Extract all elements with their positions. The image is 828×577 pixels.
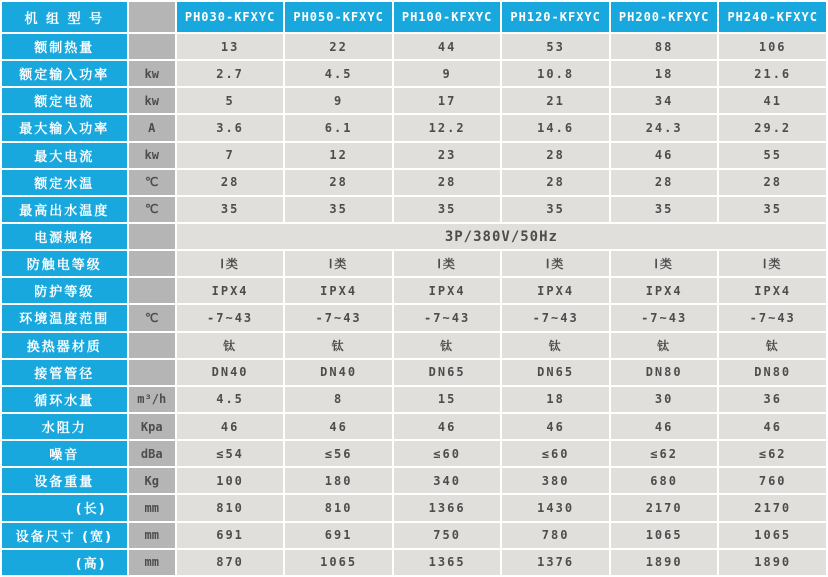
row-unit — [129, 34, 175, 59]
row-unit: ℃ — [129, 305, 175, 330]
value-cell: 28 — [611, 170, 718, 195]
row-unit: A — [129, 115, 175, 140]
value-cell: 9 — [394, 61, 501, 86]
value-cell: 10.8 — [502, 61, 609, 86]
value-cell: 28 — [285, 170, 392, 195]
value-cell: 380 — [502, 468, 609, 493]
table-row — [2, 333, 826, 358]
table-row — [2, 523, 826, 548]
value-cell: 4.5 — [285, 61, 392, 86]
value-cell: ≤60 — [394, 441, 501, 466]
value-cell: 1890 — [719, 550, 826, 575]
value-cell: 691 — [177, 523, 284, 548]
row-unit: Kpa — [129, 414, 175, 439]
table-row — [2, 278, 826, 303]
row-label: 最大输入功率 — [2, 115, 127, 140]
value-cell: -7~43 — [611, 305, 718, 330]
value-cell: 2170 — [611, 495, 718, 520]
value-cell: 钛 — [502, 333, 609, 358]
value-cell: 46 — [502, 414, 609, 439]
table-row — [2, 360, 826, 385]
value-cell: -7~43 — [285, 305, 392, 330]
row-label: 额制热量 — [2, 34, 127, 59]
value-cell: IPX4 — [394, 278, 501, 303]
value-cell: 35 — [394, 197, 501, 222]
value-cell: 23 — [394, 143, 501, 168]
row-unit — [129, 224, 175, 249]
table-row — [2, 387, 826, 412]
table-row — [2, 251, 826, 276]
value-cell: 4.5 — [177, 387, 284, 412]
table-row — [2, 414, 826, 439]
value-cell: Ⅰ类 — [611, 251, 718, 276]
value-cell: 34 — [611, 88, 718, 113]
value-cell: 28 — [177, 170, 284, 195]
value-cell: 21.6 — [719, 61, 826, 86]
value-cell: 106 — [719, 34, 826, 59]
value-cell: 46 — [611, 414, 718, 439]
column-header-model: PH050-KFXYC — [285, 2, 392, 32]
value-cell: 41 — [719, 88, 826, 113]
value-cell: 100 — [177, 468, 284, 493]
value-cell: 35 — [285, 197, 392, 222]
value-cell: 35 — [611, 197, 718, 222]
row-label: 换热器材质 — [2, 333, 127, 358]
row-label: 电源规格 — [2, 224, 127, 249]
row-unit — [129, 251, 175, 276]
table-row — [2, 495, 826, 520]
value-cell: 46 — [285, 414, 392, 439]
row-label: 接管管径 — [2, 360, 127, 385]
row-unit: dBa — [129, 441, 175, 466]
value-cell: Ⅰ类 — [285, 251, 392, 276]
value-cell: 44 — [394, 34, 501, 59]
value-cell: -7~43 — [177, 305, 284, 330]
value-cell: 46 — [611, 143, 718, 168]
value-cell: DN40 — [177, 360, 284, 385]
value-cell: 810 — [177, 495, 284, 520]
value-cell: 780 — [502, 523, 609, 548]
row-label: 防护等级 — [2, 278, 127, 303]
value-cell: 9 — [285, 88, 392, 113]
value-cell: 680 — [611, 468, 718, 493]
table-row — [2, 170, 826, 195]
value-cell: 17 — [394, 88, 501, 113]
table-row — [2, 115, 826, 140]
row-label: 环境温度范围 — [2, 305, 127, 330]
row-unit: m³/h — [129, 387, 175, 412]
column-header-model: PH200-KFXYC — [611, 2, 718, 32]
value-cell: DN65 — [502, 360, 609, 385]
value-cell: Ⅰ类 — [719, 251, 826, 276]
value-cell: DN40 — [285, 360, 392, 385]
row-unit: kw — [129, 88, 175, 113]
table-row — [2, 197, 826, 222]
value-cell: 18 — [611, 61, 718, 86]
row-label: 设备重量 — [2, 468, 127, 493]
value-cell: 810 — [285, 495, 392, 520]
value-cell: IPX4 — [502, 278, 609, 303]
row-label: 循环水量 — [2, 387, 127, 412]
merged-value-cell: 3P/380V/50Hz — [177, 224, 826, 249]
value-cell: 53 — [502, 34, 609, 59]
value-cell: 24.3 — [611, 115, 718, 140]
value-cell: ≤56 — [285, 441, 392, 466]
row-unit — [129, 278, 175, 303]
value-cell: 1366 — [394, 495, 501, 520]
value-cell: ≤60 — [502, 441, 609, 466]
row-unit — [129, 360, 175, 385]
value-cell: 1890 — [611, 550, 718, 575]
value-cell: DN80 — [719, 360, 826, 385]
value-cell: 750 — [394, 523, 501, 548]
value-cell: 15 — [394, 387, 501, 412]
value-cell: 3.6 — [177, 115, 284, 140]
row-unit: mm — [129, 550, 175, 575]
value-cell: 18 — [502, 387, 609, 412]
table-title-cell: 机 组 型 号 — [2, 2, 127, 32]
row-unit: kw — [129, 143, 175, 168]
value-cell: 钛 — [394, 333, 501, 358]
value-cell: 46 — [394, 414, 501, 439]
value-cell: 1376 — [502, 550, 609, 575]
row-label: (高) — [2, 550, 127, 575]
value-cell: 28 — [394, 170, 501, 195]
value-cell: 340 — [394, 468, 501, 493]
row-label: 额定电流 — [2, 88, 127, 113]
value-cell: 691 — [285, 523, 392, 548]
row-label: 最高出水温度 — [2, 197, 127, 222]
table-row — [2, 305, 826, 330]
row-label: (长) — [2, 495, 127, 520]
row-unit — [129, 333, 175, 358]
value-cell: 钛 — [719, 333, 826, 358]
value-cell: 1065 — [285, 550, 392, 575]
value-cell: Ⅰ类 — [502, 251, 609, 276]
value-cell: 35 — [177, 197, 284, 222]
row-unit: ℃ — [129, 197, 175, 222]
row-label: 防触电等级 — [2, 251, 127, 276]
header-unit-cell — [129, 2, 175, 32]
value-cell: IPX4 — [177, 278, 284, 303]
row-label: 额定输入功率 — [2, 61, 127, 86]
row-label: 水阻力 — [2, 414, 127, 439]
table-header-row — [2, 2, 826, 32]
table-row — [2, 88, 826, 113]
table-row — [2, 224, 826, 249]
value-cell: DN80 — [611, 360, 718, 385]
row-unit: mm — [129, 523, 175, 548]
value-cell: 7 — [177, 143, 284, 168]
row-unit: ℃ — [129, 170, 175, 195]
value-cell: ≤54 — [177, 441, 284, 466]
value-cell: 35 — [719, 197, 826, 222]
value-cell: 29.2 — [719, 115, 826, 140]
value-cell: 46 — [177, 414, 284, 439]
row-label: 最大电流 — [2, 143, 127, 168]
value-cell: 1065 — [611, 523, 718, 548]
row-label: 噪音 — [2, 441, 127, 466]
value-cell: 钛 — [177, 333, 284, 358]
row-label: 设备尺寸 (宽) — [2, 523, 127, 548]
value-cell: ≤62 — [719, 441, 826, 466]
value-cell: IPX4 — [719, 278, 826, 303]
row-unit: mm — [129, 495, 175, 520]
value-cell: 8 — [285, 387, 392, 412]
value-cell: 5 — [177, 88, 284, 113]
column-header-model: PH120-KFXYC — [502, 2, 609, 32]
value-cell: 760 — [719, 468, 826, 493]
value-cell: 14.6 — [502, 115, 609, 140]
value-cell: 6.1 — [285, 115, 392, 140]
value-cell: 22 — [285, 34, 392, 59]
row-label: 额定水温 — [2, 170, 127, 195]
value-cell: 1065 — [719, 523, 826, 548]
table-row — [2, 34, 826, 59]
value-cell: 180 — [285, 468, 392, 493]
value-cell: -7~43 — [394, 305, 501, 330]
table-row — [2, 468, 826, 493]
value-cell: -7~43 — [719, 305, 826, 330]
value-cell: 28 — [502, 143, 609, 168]
value-cell: 46 — [719, 414, 826, 439]
value-cell: 870 — [177, 550, 284, 575]
value-cell: IPX4 — [611, 278, 718, 303]
value-cell: 2170 — [719, 495, 826, 520]
value-cell: Ⅰ类 — [177, 251, 284, 276]
row-unit: Kg — [129, 468, 175, 493]
value-cell: 21 — [502, 88, 609, 113]
value-cell: 28 — [502, 170, 609, 195]
value-cell: Ⅰ类 — [394, 251, 501, 276]
row-unit: kw — [129, 61, 175, 86]
value-cell: 钛 — [285, 333, 392, 358]
value-cell: 28 — [719, 170, 826, 195]
table-row — [2, 61, 826, 86]
value-cell: 钛 — [611, 333, 718, 358]
column-header-model: PH100-KFXYC — [394, 2, 501, 32]
value-cell: 2.7 — [177, 61, 284, 86]
value-cell: 30 — [611, 387, 718, 412]
value-cell: ≤62 — [611, 441, 718, 466]
value-cell: 88 — [611, 34, 718, 59]
value-cell: DN65 — [394, 360, 501, 385]
value-cell: 1365 — [394, 550, 501, 575]
value-cell: IPX4 — [285, 278, 392, 303]
value-cell: 1430 — [502, 495, 609, 520]
value-cell: 35 — [502, 197, 609, 222]
table-row — [2, 143, 826, 168]
column-header-model: PH030-KFXYC — [177, 2, 284, 32]
value-cell: 13 — [177, 34, 284, 59]
column-header-model: PH240-KFXYC — [719, 2, 826, 32]
value-cell: -7~43 — [502, 305, 609, 330]
value-cell: 12 — [285, 143, 392, 168]
table-row — [2, 550, 826, 575]
value-cell: 55 — [719, 143, 826, 168]
value-cell: 36 — [719, 387, 826, 412]
value-cell: 12.2 — [394, 115, 501, 140]
table-row — [2, 441, 826, 466]
